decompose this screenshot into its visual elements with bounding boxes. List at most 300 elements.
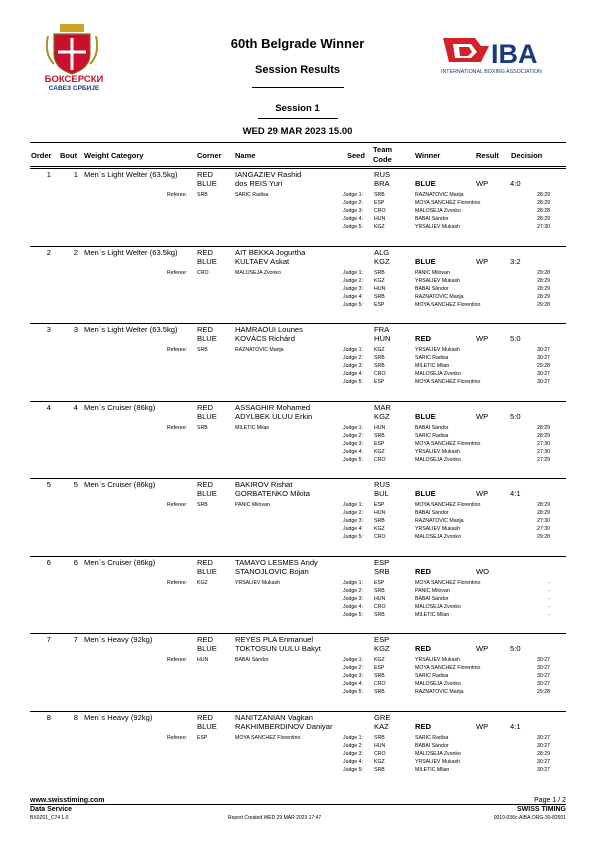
referee-name: MILETIC Milan [235,424,270,431]
judge-nationality: SRB [374,766,385,773]
judge-label: Judge 2: [343,510,363,516]
bout-separator [30,633,566,634]
judge-nationality: SRB [374,587,385,594]
judge-name: PANIC Milovan [415,269,450,276]
corner-red: RED [197,325,214,334]
winner-corner: RED [415,334,432,343]
referee-nationality: SRB [197,502,208,508]
red-boxer-name: BAKIROV Rishat [235,480,293,489]
judge-label: Judge 2: [343,277,363,284]
judge-score: 30:27 [537,742,550,749]
judge-label: Judge 5: [343,689,363,695]
corner-blue: BLUE [197,256,217,266]
corner-red: RED [197,247,214,257]
blue-boxer-name: ADYLBEK ULUU Erkin [235,411,313,421]
winner-corner: RED [415,566,432,576]
bout-order: 2 [46,247,51,257]
blue-boxer-name: RAKHIMBERDINOV Daniyar [235,721,333,731]
winner-corner: BLUE [415,411,436,421]
session-divider [258,118,338,119]
referee-name: MOYA SANCHEZ Florentino [235,734,301,741]
judge-name: MILETIC Milan [415,611,450,618]
bout-order: 5 [46,480,51,489]
referee-label: Referee: [167,657,187,663]
judge-name: BABAI Sándor [415,424,449,431]
bout-order: 4 [46,402,51,412]
red-boxer-name: HAMRAOUI Lounes [235,325,303,334]
judge-nationality: SRB [374,432,385,439]
referee-nationality: KGZ [197,579,208,586]
footer-divider [30,804,566,805]
bout-number: 4 [73,402,78,412]
col-name: Name [235,151,256,160]
judge-name: MALOSEJA Zvonko [415,208,461,214]
judge-score: 28:29 [537,285,550,292]
judge-score: 30:27 [537,766,550,773]
bout-weight-category: Men`s Cruiser (86kg) [84,402,156,412]
referee-nationality: ESP [197,734,208,741]
judge-label: Judge 5: [343,379,363,385]
judge-nationality: CRO [374,681,386,687]
judge-nationality: HUN [374,216,386,222]
red-boxer-name: IANGAZIEV Rashid [235,170,302,179]
judge-score: 28:29 [537,502,550,508]
bout-block [30,478,566,548]
bout-separator [30,711,566,712]
judge-score: 27:30 [537,526,550,532]
judge-nationality: HUN [374,742,386,749]
judge-score: - [548,603,550,610]
judge-name: BABAI Sándor [415,285,449,292]
judge-nationality: SRB [374,363,385,369]
bout-separator [30,478,566,479]
decision-score: 4:0 [510,179,521,188]
red-boxer-name: TAMAYO LESMES Andy [235,557,318,567]
bout-weight-category: Men`s Heavy (92kg) [84,635,153,644]
bout-separator [30,246,566,247]
judge-name: MALOSEJA Zvonko [415,371,461,377]
judge-label: Judge 1: [343,269,363,276]
referee-label: Referee: [167,269,187,276]
judge-name: MALOSEJA Zvonko [415,456,461,463]
judge-name: MOYA SANCHEZ Florentino [415,579,481,586]
bout-weight-category: Men`s Light Welter (63.5kg) [84,170,178,179]
judge-name: BABAI Sándor [415,510,449,516]
corner-blue: BLUE [197,411,217,421]
judge-score: 28:29 [537,424,550,431]
judge-label: Judge 2: [343,432,363,439]
blue-team-code: KGZ [374,411,390,421]
winner-corner: BLUE [415,489,436,498]
blue-team-code: SRB [374,566,390,576]
blue-team-code: KGZ [374,256,390,266]
blue-boxer-name: KOVÁCS Richárd [235,334,295,343]
col-weight-category: Weight Category [84,151,144,160]
result-code: WP [476,334,489,343]
judge-nationality: SRB [374,293,385,300]
judge-nationality: SRB [374,734,385,741]
decision-score: 4:1 [510,489,521,498]
col-bout: Bout [60,151,78,160]
judge-score: 30:27 [537,681,550,687]
blue-boxer-name: dos REIS Yuri [235,179,283,188]
judge-label: Judge 1: [343,502,363,508]
bout-block [30,556,566,626]
judge-label: Judge 2: [343,355,363,361]
judge-name: MOYA SANCHEZ Florentino [415,440,481,447]
blue-team-code: HUN [374,334,391,343]
judge-nationality: CRO [374,750,386,757]
corner-red: RED [197,635,214,644]
referee-nationality: HUN [197,657,209,663]
red-team-code: ESP [374,635,390,644]
judge-nationality: CRO [374,456,386,463]
judge-nationality: SRB [374,269,385,276]
decision-score: 5:0 [510,411,521,421]
judge-name: RAZNATOVIC Marija [415,192,464,198]
judge-score: 28:29 [537,200,550,206]
bout-number: 2 [73,247,78,257]
footer-brand: SWISS TIMING [517,806,566,813]
judge-nationality: ESP [374,502,385,508]
judge-label: Judge 3: [343,750,363,757]
judge-score: 28:29 [537,192,550,198]
corner-blue: BLUE [197,566,217,576]
judge-nationality: SRB [374,689,385,695]
judge-score: 30:27 [537,758,550,765]
federation-logo-line1: БОКСЕРСКИ [44,74,104,85]
judge-nationality: KGZ [374,526,385,532]
result-code: WO [476,566,490,576]
judge-score: - [548,611,550,618]
judge-nationality: CRO [374,208,386,214]
bout-weight-category: Men`s Cruiser (86kg) [84,480,156,489]
referee-name: SARIC Radisa [235,192,269,198]
referee-nationality: SRB [197,424,208,431]
page-title: 60th Belgrade Winner [230,36,365,51]
judge-label: Judge 3: [343,208,363,214]
col-result: Result [476,151,499,160]
blue-team-code: KAZ [374,721,389,731]
bout-separator [30,401,566,402]
bout-weight-category: Men`s Heavy (92kg) [84,712,153,722]
judge-score: 27:30 [537,440,550,447]
col-seed: Seed [347,151,365,160]
winner-corner: RED [415,721,432,731]
bout-weight-category: Men`s Cruiser (86kg) [84,557,156,567]
winner-corner: BLUE [415,256,436,266]
blue-boxer-name: STANOJLOVIC Bojan [235,566,309,576]
footer-doc-code: BX0Z01_C74 1.0 [30,815,69,821]
iba-logo [441,32,569,76]
judge-nationality: KGZ [374,657,385,663]
blue-team-code: KGZ [374,644,390,653]
judge-nationality: SRB [374,673,385,679]
red-boxer-name: NANITZANIAN Vagkan [235,712,313,722]
corner-blue: BLUE [197,721,217,731]
bout-number: 7 [73,635,78,644]
bout-block [30,323,566,393]
judge-name: YRSALIEV Mukash [415,224,460,230]
referee-nationality: SRB [197,347,208,353]
referee-name: PANIC Milovan [235,502,270,508]
judge-label: Judge 5: [343,534,363,540]
judge-name: MALOSEJA Zvonko [415,750,461,757]
judge-label: Judge 5: [343,611,363,618]
judge-name: RAZNATOVIC Marija [415,293,464,300]
judge-score: 30:27 [537,657,550,663]
judge-name: YRSALIEV Mukash [415,526,460,532]
result-code: WP [476,721,489,731]
judge-score: 29:28 [537,301,550,308]
bout-number: 1 [73,170,78,179]
col-decision: Decision [511,151,543,160]
judge-label: Judge 4: [343,216,363,222]
judge-label: Judge 5: [343,301,363,308]
judge-name: SARIC Radisa [415,355,449,361]
judge-name: YRSALIEV Mukash [415,277,460,284]
judge-name: RAZNATOVIC Marija [415,689,464,695]
judge-label: Judge 3: [343,518,363,524]
judge-label: Judge 3: [343,285,363,292]
corner-red: RED [197,712,214,722]
decision-score: 5:0 [510,334,521,343]
footer-doc-id: 0010-036c-AIBA.ORG-30-82601 [493,815,566,821]
judge-nationality: ESP [374,379,385,385]
result-code: WP [476,644,489,653]
judge-nationality: HUN [374,510,386,516]
judge-label: Judge 3: [343,595,363,602]
blue-boxer-name: GORBATENKO Mikita [235,489,310,498]
judge-nationality: HUN [374,424,386,431]
judge-name: BABAI Sándor [415,742,449,749]
judge-score: 28:29 [537,216,550,222]
judge-name: MALOSEJA Zvonko [415,603,461,610]
judge-name: MOYA SANCHEZ Florentino [415,301,481,308]
judge-label: Judge 2: [343,200,363,206]
bout-order: 3 [46,325,51,334]
judge-nationality: CRO [374,534,386,540]
referee-label: Referee: [167,579,187,586]
bout-number: 3 [73,325,78,334]
judge-name: MALOSEJA Zvonko [415,534,461,540]
bout-block [30,246,566,316]
blue-boxer-name: KULTAEV Askat [235,256,290,266]
referee-label: Referee: [167,502,187,508]
judge-label: Judge 3: [343,673,363,679]
red-boxer-name: REYES PLA Enmanuel [235,635,314,644]
judge-name: SARIC Radisa [415,734,449,741]
judge-nationality: ESP [374,440,385,447]
judge-score: 30:27 [537,379,550,385]
judge-label: Judge 1: [343,657,363,663]
result-code: WP [476,489,489,498]
judge-name: MOYA SANCHEZ Florentino [415,200,481,206]
judge-nationality: KGZ [374,224,385,230]
judge-label: Judge 1: [343,347,363,353]
federation-logo [26,24,122,90]
referee-label: Referee: [167,734,187,741]
col-order: Order [31,151,52,160]
referee-name: MALOSEJA Zvonko [235,269,281,276]
judge-label: Judge 4: [343,371,363,377]
judge-label: Judge 2: [343,665,363,671]
referee-label: Referee: [167,424,187,431]
judge-label: Judge 1: [343,579,363,586]
judge-score: 28:29 [537,510,550,516]
bout-weight-category: Men`s Light Welter (63.5kg) [84,247,178,257]
judge-score: 28:29 [537,293,550,300]
decision-score: 4:1 [510,721,521,731]
bout-number: 6 [73,557,78,567]
judge-name: YRSALIEV Mukash [415,448,460,455]
judge-nationality: KGZ [374,758,385,765]
judge-score: 27:30 [537,518,550,524]
footer-report-created: Report Created WED 29 MAR 2023 17:47 [228,815,322,821]
referee-name: YRSALIEV Mukash [235,579,280,586]
corner-blue: BLUE [197,489,217,498]
judge-name: MOYA SANCHEZ Florentino [415,665,481,671]
col-winner: Winner [415,151,441,160]
judge-label: Judge 1: [343,424,363,431]
judge-name: YRSALIEV Mukash [415,657,460,663]
judge-nationality: ESP [374,200,385,206]
judge-score: 30:27 [537,734,550,741]
judge-score: 27:30 [537,224,550,230]
judge-nationality: ESP [374,665,385,671]
judge-label: Judge 5: [343,456,363,463]
red-team-code: RUS [374,480,391,489]
referee-label: Referee: [167,347,187,353]
judge-score: 30:27 [537,347,550,353]
bout-order: 1 [46,170,51,179]
corner-red: RED [197,557,214,567]
referee-label: Referee: [167,192,187,198]
judge-score: 29:28 [537,269,550,276]
red-team-code: GRE [374,712,391,722]
judge-name: MALOSEJA Zvonko [415,681,461,687]
header-divider [252,87,344,88]
judge-score: 29:28 [537,363,550,369]
red-team-code: ALG [374,247,390,257]
red-boxer-name: ASSAGHIR Mohamed [235,402,311,412]
judge-label: Judge 2: [343,587,363,594]
judge-score: 30:27 [537,665,550,671]
bout-block [30,168,566,238]
bout-separator [30,168,566,169]
blue-boxer-name: TOKTOSUN UULU Bakyt [235,644,321,653]
bout-block [30,711,566,781]
judge-label: Judge 1: [343,734,363,741]
corner-blue: BLUE [197,644,217,653]
judge-score: 27:30 [537,448,550,455]
iba-logo-caption: INTERNATIONAL BOXING ASSOCIATION [441,69,542,75]
bout-order: 7 [46,635,51,644]
bout-number: 5 [73,480,78,489]
col-code: Code [373,155,392,164]
footer-data-service: Data Service [30,806,73,813]
judge-name: MILETIC Milan [415,363,450,369]
judge-name: MILETIC Milan [415,766,450,773]
judge-label: Judge 4: [343,681,363,687]
judge-score: - [548,595,550,602]
judge-nationality: SRB [374,355,385,361]
bout-block [30,633,566,703]
judge-label: Judge 3: [343,440,363,447]
judge-nationality: ESP [374,579,385,586]
judge-label: Judge 5: [343,224,363,230]
winner-corner: BLUE [415,179,436,188]
judge-name: MOYA SANCHEZ Florentino [415,502,481,508]
bout-order: 8 [46,712,51,722]
page-subtitle: Session Results [255,64,340,76]
judge-nationality: SRB [374,192,385,198]
federation-logo-line2: САВЕЗ СРБИЈЕ [48,85,100,90]
judge-nationality: HUN [374,595,386,602]
red-team-code: RUS [374,170,391,179]
judge-label: Judge 3: [343,363,363,369]
judge-score: 29:28 [537,689,550,695]
judge-label: Judge 4: [343,448,363,455]
judge-nationality: CRO [374,603,386,610]
footer-website[interactable]: www.swisstiming.com [30,797,105,804]
bout-number: 8 [73,712,78,722]
referee-nationality: SRB [197,192,208,198]
referee-name: RAZNATOVIC Marija [235,347,284,353]
red-boxer-name: AIT BEKKA Jogurtha [235,247,306,257]
decision-score: 5:0 [510,644,521,653]
judge-score: 30:27 [537,673,550,679]
judge-score: 29:28 [537,534,550,540]
judge-score: 28:28 [537,208,550,214]
corner-red: RED [197,170,214,179]
table-header [30,142,566,167]
decision-score: 3:2 [510,256,521,266]
judge-nationality: KGZ [374,347,385,353]
judge-nationality: CRO [374,371,386,377]
blue-team-code: BUL [374,489,389,498]
footer-page-number: Page 1 / 2 [534,797,566,804]
judge-label: Judge 4: [343,526,363,532]
judge-name: SARIC Radisa [415,673,449,679]
result-code: WP [476,256,489,266]
judge-score: 27:29 [537,456,550,463]
corner-red: RED [197,480,214,489]
winner-corner: RED [415,644,432,653]
judge-nationality: KGZ [374,277,385,284]
judge-nationality: ESP [374,301,385,308]
red-team-code: MAR [374,402,391,412]
referee-name: BABAI Sándor [235,657,269,663]
judge-label: Judge 4: [343,293,363,300]
bout-separator [30,323,566,324]
judge-name: PANIC Milovan [415,587,450,594]
corner-red: RED [197,402,214,412]
blue-team-code: BRA [374,179,390,188]
iba-logo-text: IBA [491,39,538,69]
col-corner: Corner [197,151,222,160]
bout-order: 6 [46,557,51,567]
judge-name: YRSALIEV Mukash [415,347,460,353]
session-datetime: WED 29 MAR 2023 15.00 [242,126,353,137]
judge-score: 28:29 [537,432,550,439]
judge-nationality: SRB [374,611,385,618]
red-team-code: ESP [374,557,390,567]
red-team-code: FRA [374,325,390,334]
judge-nationality: SRB [374,518,385,524]
judge-score: 30:27 [537,371,550,377]
bout-weight-category: Men`s Light Welter (63.5kg) [84,325,178,334]
